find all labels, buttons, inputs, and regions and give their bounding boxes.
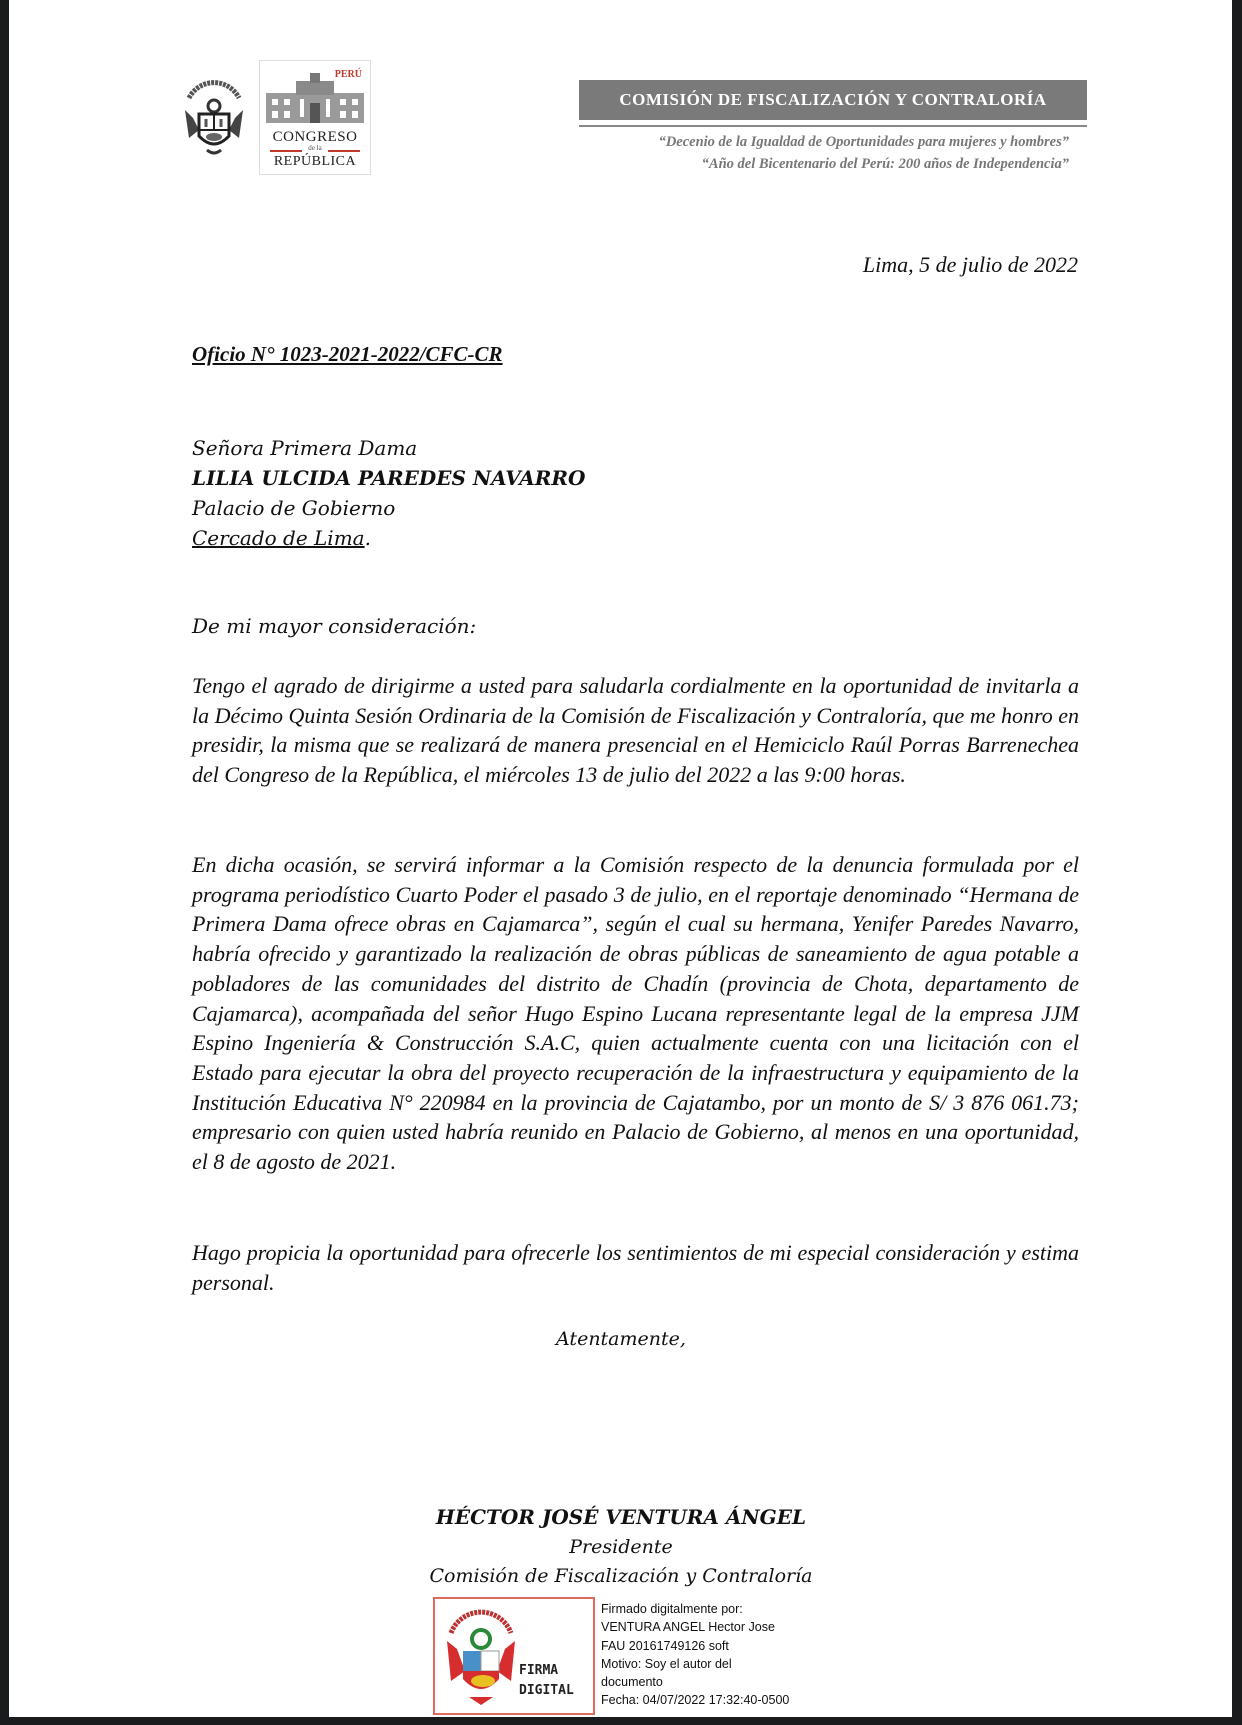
- letter-date: Lima, 5 de julio de 2022: [862, 252, 1078, 277]
- addressee-name: LILIA ULCIDA PAREDES NAVARRO: [192, 466, 586, 490]
- commission-header-band: COMISIÓN DE FISCALIZACIÓN Y CONTRALORÍA: [579, 80, 1087, 120]
- addressee-city-line: Cercado de Lima.: [192, 526, 371, 550]
- signature-line: FAU 20161749126 soft: [601, 1638, 729, 1653]
- de-la-divider: de la: [270, 146, 360, 154]
- greeting: De mi mayor consideración:: [192, 614, 477, 638]
- signer-role: Presidente: [569, 1536, 673, 1558]
- addressee-title: Señora Primera Dama: [192, 436, 418, 460]
- firma-digital-label: FIRMA DIGITAL: [519, 1663, 574, 1698]
- signature-line: Motivo: Soy el autor del: [601, 1656, 732, 1671]
- body-paragraph-1: Tengo el agrado de dirigirme a usted para saludarla cordialmente en la oportunidad de invitarla a la Décimo Quinta Sesión Ordinaria de la Comisión de Fiscalización y Contraloría, que me honro en presidir, la misma que se realizará de manera presencial en el Hemiciclo Raúl Porras Barrenechea del Congreso de la República, el miércoles 13 de julio del 2022 a las 9:00 horas.: [192, 673, 1079, 788]
- header-divider: [579, 125, 1087, 127]
- digital-signature-stamp: [433, 1597, 595, 1715]
- signer-name: HÉCTOR JOSÉ VENTURA ÁNGEL: [435, 1505, 807, 1529]
- peru-emblem-icon: [441, 1609, 521, 1707]
- body-paragraph-2: En dicha ocasión, se servirá informar a la Comisión respecto de la denuncia formulada por el programa periodístico Cuarto Poder el pasado 3 de julio, en el reportaje denominado “Hermana de Primera Dama ofrece obras en Cajamarca”, según el cual su hermana, Yenifer Paredes Navarro, habría ofrecido y garantizado la realización de obras públicas de saneamiento de agua potable a pobladores de las comunidades del distrito de Chadín (provincia de Chota, departamento de Cajamarca), acompañada del señor Hugo Espino Lucana representante legal de la empresa JJM Espino Ingeniería & Construcción S.A.C, quien actualmente cuenta con una licitación con el Estado para ejecutar la obra del proyecto recuperación de la infraestructura y equipamiento de la Institución Educativa N° 220984 en la provincia de Cajatambo, por un monto de S/ 3 876 061.73; empresario con quien usted habría reunido en Palacio de Gobierno, al menos en una oportunidad, el 8 de agosto de 2021.: [192, 852, 1079, 1175]
- addressee-city: Cercado de Lima: [192, 526, 365, 550]
- body-paragraph-3: Hago propicia la oportunidad para ofrecerle los sentimientos de mi especial consideración y estima personal.: [192, 1240, 1079, 1295]
- digital-signature-details: [601, 1600, 789, 1710]
- congreso-logo: [259, 60, 371, 175]
- closing: Atentamente,: [556, 1328, 686, 1350]
- republica-label: REPÚBLICA: [273, 154, 357, 169]
- motto-line-1: “Decenio de la Igualdad de Oportunidades para mujeres y hombres”: [658, 134, 1069, 150]
- motto-line-2: “Año del Bicentenario del Perú: 200 años de Independencia”: [701, 156, 1069, 172]
- document-page: [9, 0, 1232, 1717]
- addressee-place: Palacio de Gobierno: [192, 496, 396, 520]
- coat-of-arms-icon: [179, 78, 249, 158]
- signature-line: Firmado digitalmente por:: [601, 1602, 743, 1616]
- signature-line: documento: [601, 1675, 663, 1690]
- signature-line: Fecha: 04/07/2022 17:32:40-0500: [601, 1693, 790, 1708]
- signer-organization: Comisión de Fiscalización y Contraloría: [429, 1565, 813, 1587]
- letter-reference: Oficio N° 1023-2021-2022/CFC-CR: [192, 342, 503, 366]
- congreso-label: CONGRESO: [272, 129, 358, 145]
- addressee-block: [192, 433, 585, 553]
- peru-label: PERÚ: [334, 69, 362, 80]
- signature-line: VENTURA ANGEL Hector Jose: [601, 1620, 775, 1635]
